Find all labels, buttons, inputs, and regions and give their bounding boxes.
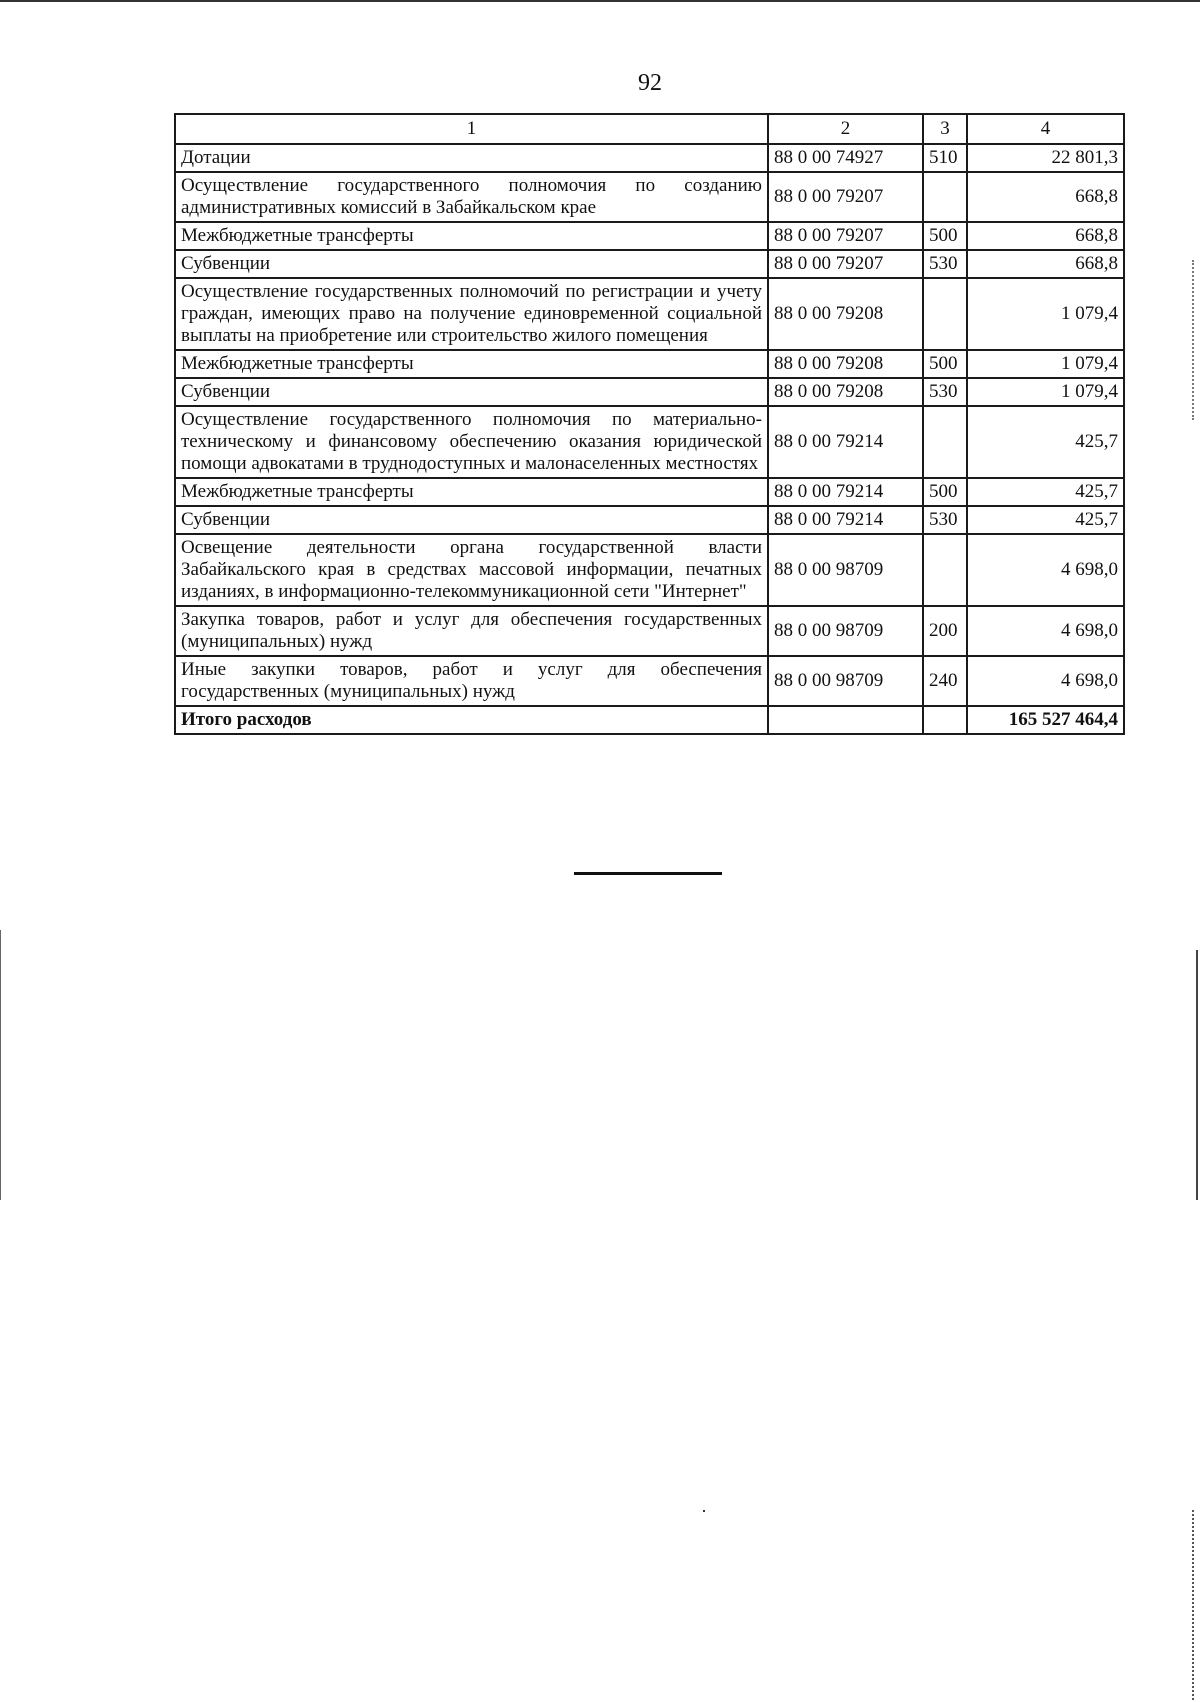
row-name: Иные закупки товаров, работ и услуг для обеспечения государственных (муниципальных) нужд	[175, 656, 768, 706]
row-type	[923, 406, 967, 478]
scan-dots-right	[1190, 1510, 1194, 1700]
row-amount: 4 698,0	[967, 606, 1124, 656]
scan-dots-right-upper	[1190, 260, 1194, 420]
row-amount: 4 698,0	[967, 656, 1124, 706]
total-type	[923, 706, 967, 734]
row-type: 500	[923, 350, 967, 378]
row-amount: 668,8	[967, 222, 1124, 250]
column-header-2: 2	[768, 114, 923, 144]
row-code: 88 0 00 79207	[768, 172, 923, 222]
row-amount: 4 698,0	[967, 534, 1124, 606]
row-type: 200	[923, 606, 967, 656]
row-type	[923, 534, 967, 606]
scan-edge-top	[0, 0, 1200, 2]
total-label: Итого расходов	[175, 706, 768, 734]
row-code: 88 0 00 98709	[768, 656, 923, 706]
row-code: 88 0 00 79214	[768, 478, 923, 506]
table-row	[175, 478, 1124, 506]
row-name: Осуществление государственного полномочия по созданию административных комиссий в Забайкальском крае	[175, 172, 768, 222]
table-row	[175, 278, 1124, 350]
scan-edge-right	[1196, 950, 1198, 1200]
row-name: Межбюджетные трансферты	[175, 478, 768, 506]
row-amount: 1 079,4	[967, 378, 1124, 406]
total-row	[175, 706, 1124, 734]
row-code: 88 0 00 79207	[768, 222, 923, 250]
row-amount: 1 079,4	[967, 278, 1124, 350]
row-type	[923, 278, 967, 350]
row-type: 500	[923, 478, 967, 506]
table-row	[175, 656, 1124, 706]
table-row	[175, 534, 1124, 606]
column-header-3: 3	[923, 114, 967, 144]
row-amount: 425,7	[967, 506, 1124, 534]
row-code: 88 0 00 79207	[768, 250, 923, 278]
row-name: Осуществление государственных полномочий по регистрации и учету граждан, имеющих право на получение единовременной социальной выплаты на приобретение или строительство жилого помещения	[175, 278, 768, 350]
scan-speck	[703, 1510, 705, 1512]
table-row	[175, 144, 1124, 172]
row-name: Межбюджетные трансферты	[175, 350, 768, 378]
row-code: 88 0 00 79214	[768, 506, 923, 534]
row-name: Субвенции	[175, 506, 768, 534]
table-row	[175, 172, 1124, 222]
row-type: 530	[923, 378, 967, 406]
end-of-document-rule	[574, 872, 722, 875]
row-type	[923, 172, 967, 222]
row-type: 500	[923, 222, 967, 250]
table-row	[175, 350, 1124, 378]
row-type: 530	[923, 506, 967, 534]
page-number: 92	[638, 70, 662, 96]
row-name: Осуществление государственного полномочия по материально-техническому и финансовому обеспечению оказания юридической помощи адвокатами в труднодоступных и малонаселенных местностях	[175, 406, 768, 478]
row-name: Субвенции	[175, 378, 768, 406]
row-name: Межбюджетные трансферты	[175, 222, 768, 250]
row-type: 530	[923, 250, 967, 278]
total-amount: 165 527 464,4	[967, 706, 1124, 734]
row-amount: 425,7	[967, 406, 1124, 478]
row-amount: 668,8	[967, 250, 1124, 278]
table-row	[175, 506, 1124, 534]
row-type: 240	[923, 656, 967, 706]
table-row	[175, 406, 1124, 478]
table-header-row	[175, 114, 1124, 144]
table-row	[175, 378, 1124, 406]
row-code: 88 0 00 98709	[768, 534, 923, 606]
row-amount: 668,8	[967, 172, 1124, 222]
row-code: 88 0 00 74927	[768, 144, 923, 172]
row-amount: 22 801,3	[967, 144, 1124, 172]
row-code: 88 0 00 79208	[768, 350, 923, 378]
row-name: Закупка товаров, работ и услуг для обеспечения государственных (муниципальных) нужд	[175, 606, 768, 656]
row-amount: 425,7	[967, 478, 1124, 506]
table-row	[175, 250, 1124, 278]
row-name: Освещение деятельности органа государственной власти Забайкальского края в средствах массовой информации, печатных изданиях, в информационно-телекоммуникационной сети "Интернет"	[175, 534, 768, 606]
scan-edge-left	[0, 930, 1, 1200]
row-type: 510	[923, 144, 967, 172]
row-amount: 1 079,4	[967, 350, 1124, 378]
row-code: 88 0 00 79208	[768, 278, 923, 350]
row-code: 88 0 00 98709	[768, 606, 923, 656]
column-header-4: 4	[967, 114, 1124, 144]
budget-table	[174, 113, 1125, 735]
total-code	[768, 706, 923, 734]
row-name: Субвенции	[175, 250, 768, 278]
row-code: 88 0 00 79214	[768, 406, 923, 478]
table-row	[175, 222, 1124, 250]
row-code: 88 0 00 79208	[768, 378, 923, 406]
row-name: Дотации	[175, 144, 768, 172]
column-header-1: 1	[175, 114, 768, 144]
table-row	[175, 606, 1124, 656]
